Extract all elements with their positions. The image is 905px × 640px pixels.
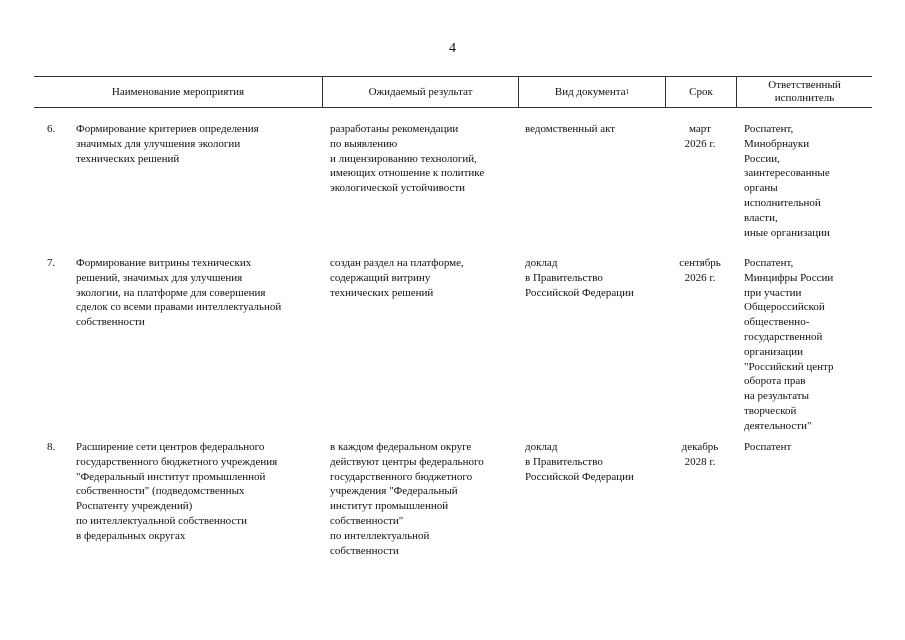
expected-result: создан раздел на платформе, содержащий витрину технических решений — [330, 257, 464, 299]
header-doc-label: Вид документа — [554, 85, 626, 98]
row-number: 7. — [47, 257, 56, 269]
document-type: доклад в Правительство Российской Федерации — [525, 441, 634, 483]
responsible: Роспатент, Минцифры России при участии Общероссийской общественно- государственной организации "Российский центр оборота прав на результаты творческой деятельности" — [744, 257, 834, 432]
expected-result: в каждом федеральном округе действуют центры федерального государственного бюджетного учреждения "Федеральный институт промышленной собственности" по интеллектуальной собственности — [330, 441, 484, 557]
header-responsible: Ответственный исполнитель — [768, 79, 841, 104]
event-name: Формирование критериев определения значимых для улучшения экологии технических решений — [76, 123, 259, 165]
responsible: Роспатент — [744, 441, 792, 453]
responsible: Роспатент, Минобрнауки России, заинтересованные органы исполнительной власти, иные организации — [744, 123, 830, 239]
expected-result: разработаны рекомендации по выявлению и лицензированию технологий, имеющих отношение к политике экологической устойчивости — [330, 123, 485, 195]
table-header — [34, 76, 872, 108]
event-name: Формирование витрины технических решений, значимых для улучшения экологии, на платформе для совершения сделок со всеми правами интеллектуальной собственности — [76, 257, 282, 329]
row-number: 8. — [47, 441, 56, 453]
page-number: 4 — [449, 41, 456, 56]
header-result: Ожидаемый результат — [368, 85, 473, 98]
header-name: Наименование мероприятия — [111, 85, 245, 98]
row-number: 6. — [47, 123, 56, 135]
deadline: сентябрь 2026 г. — [679, 257, 721, 284]
deadline: март 2026 г. — [684, 123, 716, 150]
header-doc-footnote: 1 — [625, 88, 630, 96]
document-type: ведомственный акт — [525, 123, 616, 135]
document-type: доклад в Правительство Российской Федерации — [525, 257, 634, 299]
header-doc — [519, 77, 665, 107]
event-name: Расширение сети центров федерального государственного бюджетного учреждения "Федеральный институт промышленной собственности" (подведомственных Роспатенту учреждений) по интеллектуальной собственности в федеральных округах — [76, 441, 278, 542]
deadline: декабрь 2028 г. — [681, 441, 719, 468]
header-term: Срок — [689, 85, 713, 98]
